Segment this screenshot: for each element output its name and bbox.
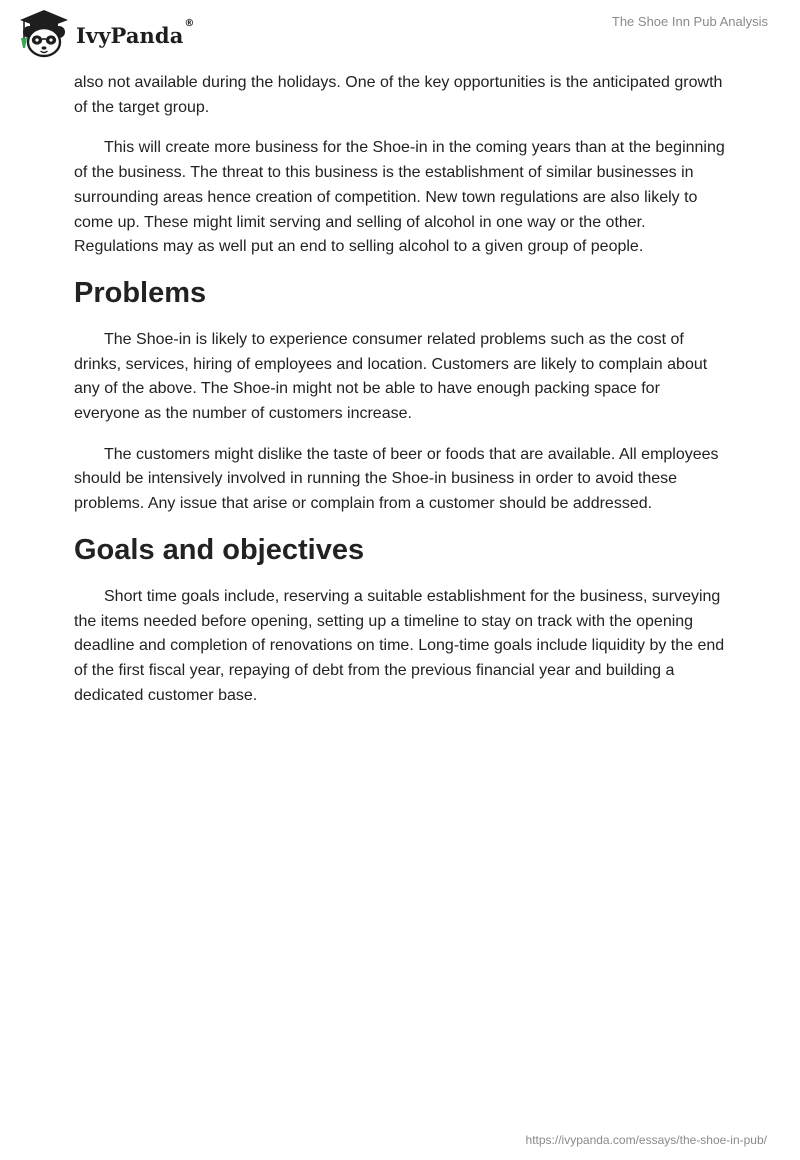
brand-name: IvyPanda® xyxy=(76,17,195,48)
document-title: The Shoe Inn Pub Analysis xyxy=(611,14,768,29)
paragraph-threats: This will create more business for the Shoe-in in the coming years than at the beginning of the business. The threat to this business is the establishment of similar businesses in surrounding areas hence creation of competition. New town regulations are also likely to come up. These might limit serving and selling of alcohol in one way or the other. Regulations may as well put an end to selling alcohol to a given group of people. xyxy=(74,139,725,256)
source-url[interactable]: https://ivypanda.com/essays/the-shoe-in-pub/ xyxy=(525,1133,767,1147)
registered-mark: ® xyxy=(184,17,195,29)
paragraph-customer-issues: The customers might dislike the taste of beer or foods that are available. All employees should be intensively involved in running the Shoe-in business in order to avoid these problems. Any issue that arise or complain from a customer should be addressed. xyxy=(74,445,719,513)
brand-logo[interactable] xyxy=(16,8,195,60)
page-header xyxy=(0,0,800,70)
essay-body xyxy=(74,71,730,724)
paragraph-goals: Short time goals include, reserving a suitable establishment for the business, surveying the items needed before opening, setting up a timeline to stay on track with the opening deadline and completion of renovations on time. Long-time goals include liquidity by the end of the first fiscal year, repaying of debt from the previous financial year and building a dedicated customer base. xyxy=(74,587,725,704)
section-heading-goals: Goals and objectives xyxy=(74,533,365,566)
paragraph-continuation: also not available during the holidays. One of the key opportunities is the anticipated growth of the target group. xyxy=(74,74,723,116)
paragraph-consumer-problems: The Shoe-in is likely to experience consumer related problems such as the cost of drinks, services, hiring of employees and location. Customers are likely to complain about any of the above. The Shoe-in might not be able to have enough packing space for everyone as the number of customers increase. xyxy=(74,330,708,423)
section-heading-problems: Problems xyxy=(74,276,207,309)
panda-graduate-icon xyxy=(16,8,72,60)
